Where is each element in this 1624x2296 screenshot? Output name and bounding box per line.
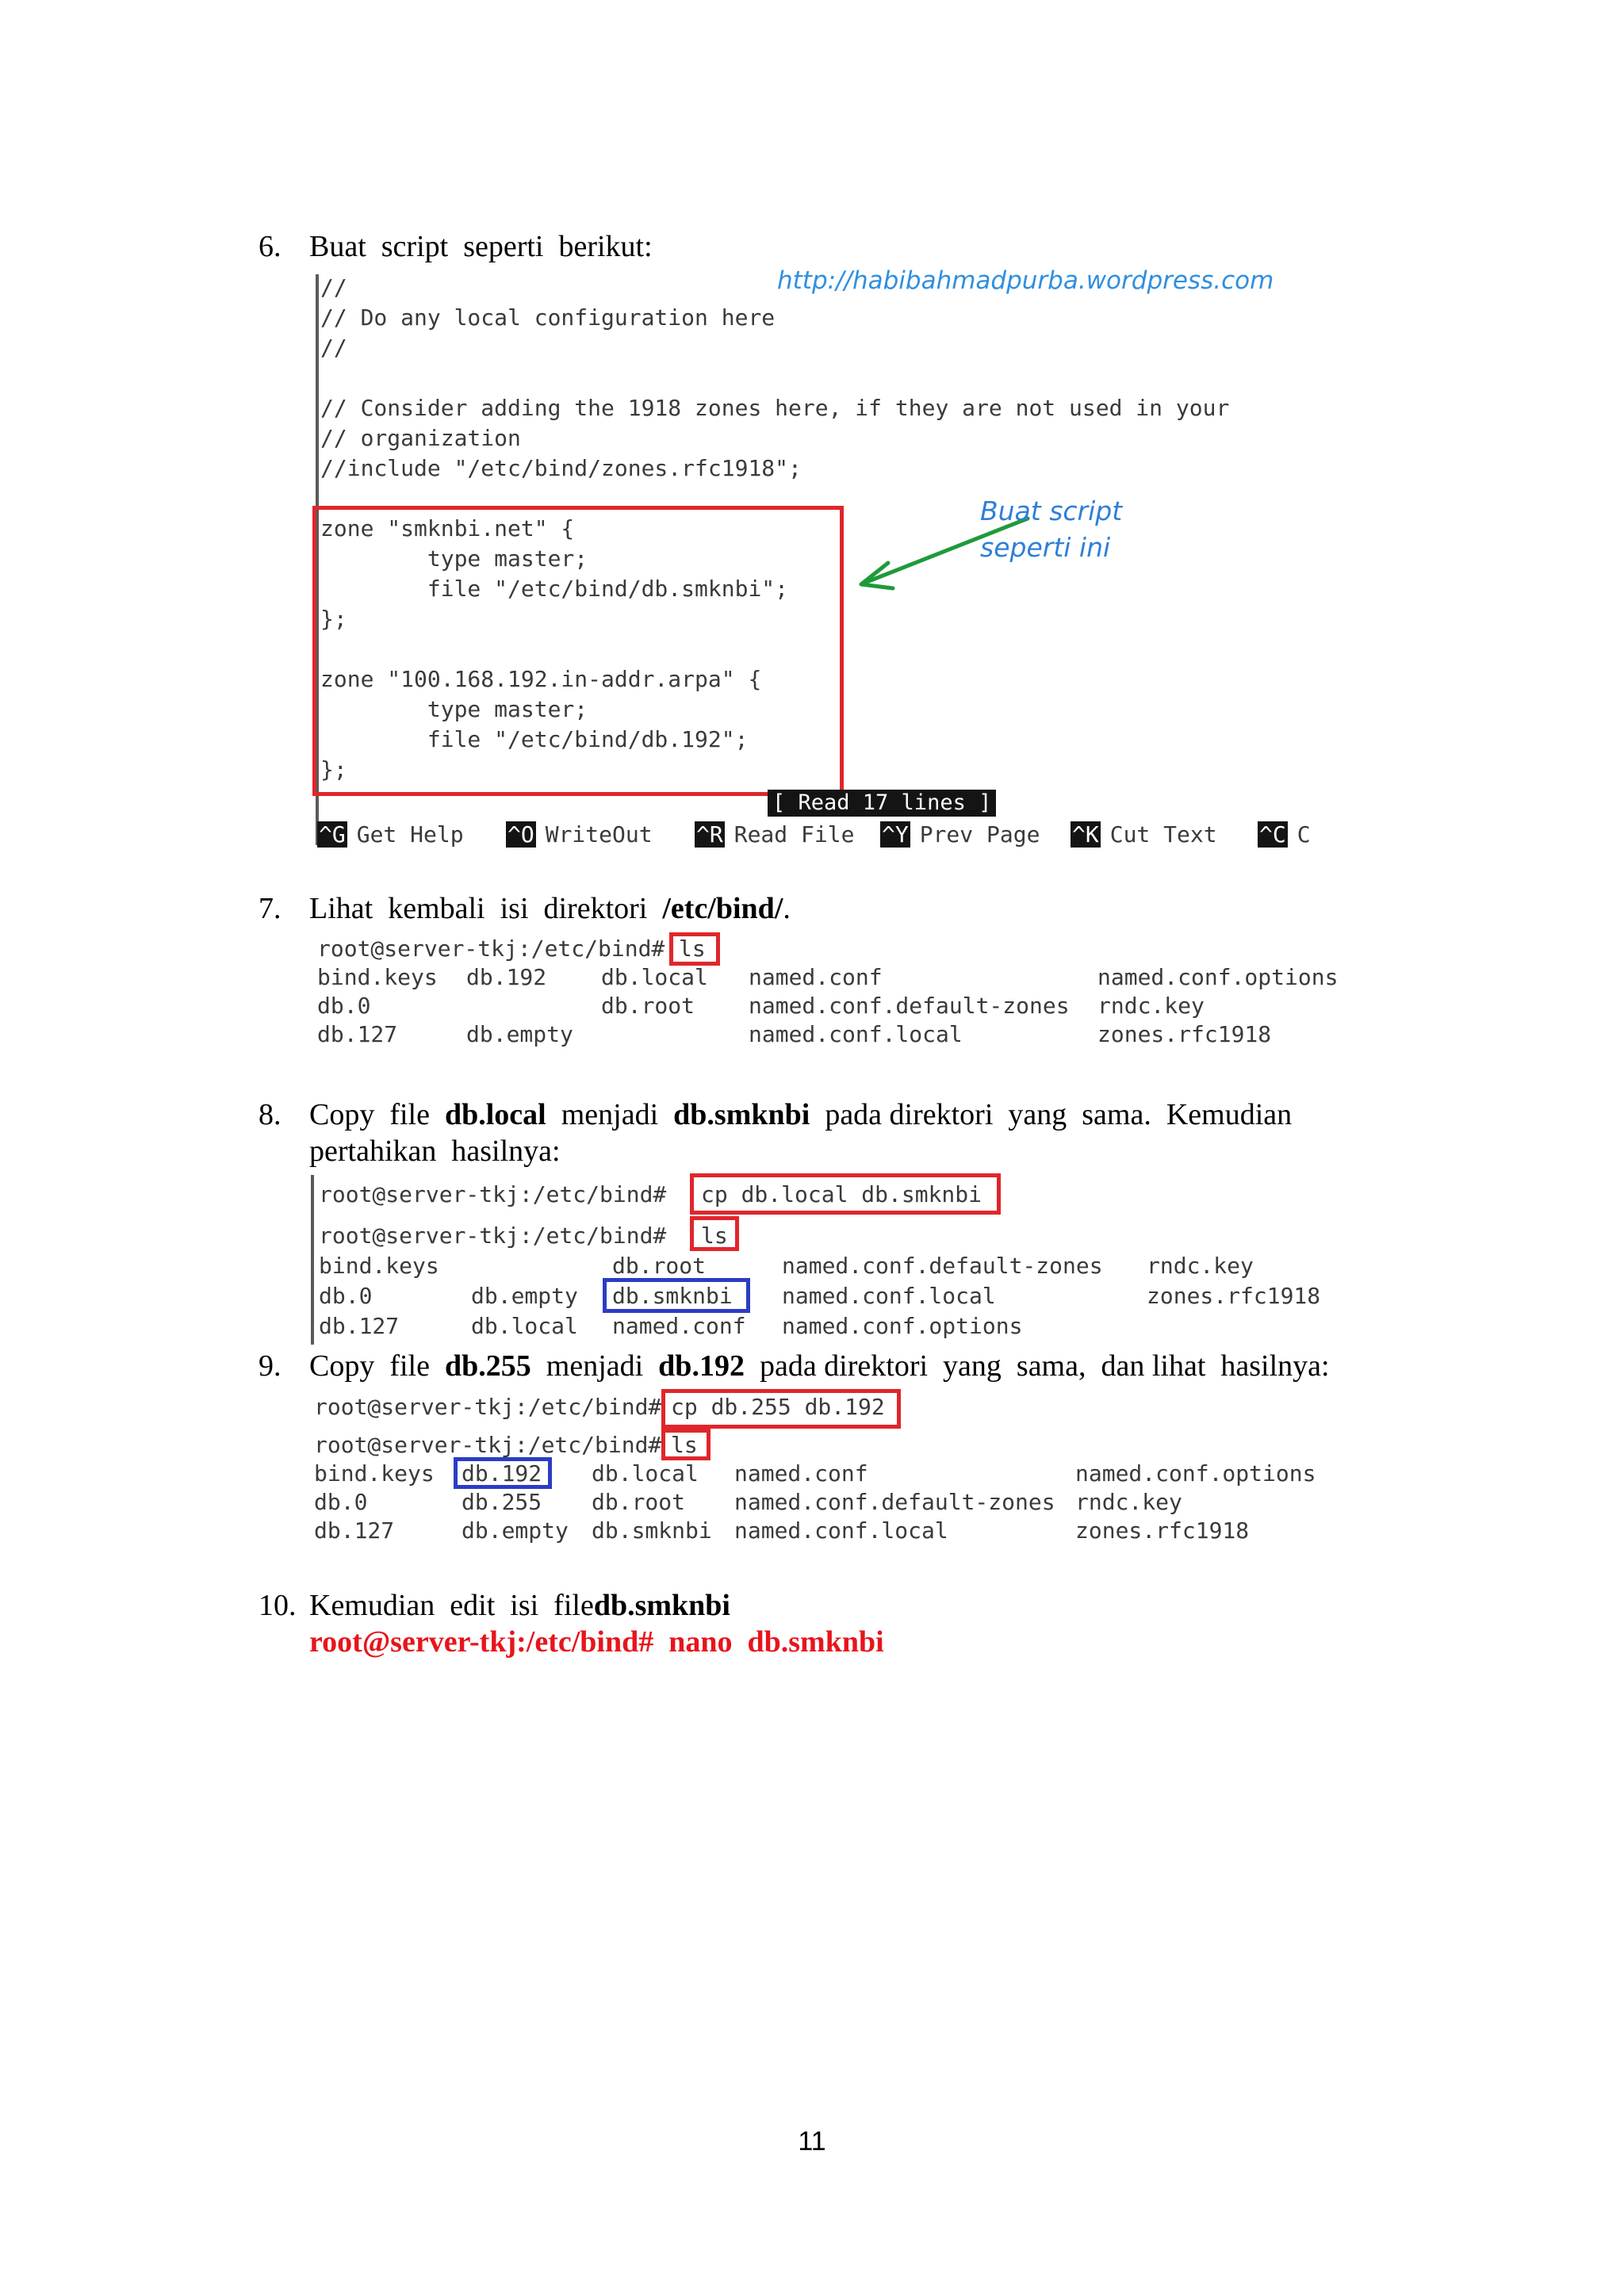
key-badge: ^O [508,821,534,848]
file-entry: db.smknbi [592,1517,712,1544]
file-entry: named.conf.local [734,1517,948,1544]
file-entry: bind.keys [319,1253,439,1279]
file-entry: db.local [592,1460,699,1487]
step-7-text-a: Lihat kembali isi direktori [309,892,663,925]
shortcut-read-file [695,821,854,848]
file-entry: named.conf [749,964,883,990]
shortcut-label: Read File [733,821,855,848]
step-8-text-e: pada direktori yang sama. Kemudian [810,1098,1293,1131]
file-entry: db.0 [314,1489,368,1515]
step-6-text: Buat script seperti berikut: [309,230,653,263]
status-message: [ Read 17 lines ] [768,790,996,817]
file-entry: named.conf.default-zones [782,1253,1103,1279]
command: ls [671,1432,698,1458]
command: ls [701,1223,728,1249]
prompt: root@server-tkj:/etc/bind# [319,1223,667,1249]
file-entry: db.127 [319,1313,400,1339]
key-badge: ^Y [882,821,909,848]
file-entry: db.127 [314,1517,395,1544]
step-7-path: /etc/bind/ [662,892,783,925]
file-entry: bind.keys [314,1460,435,1487]
step-9-text [309,1348,1330,1384]
step-8-text-line-2: pertahikan hasilnya: [309,1135,561,1168]
step-9-text-a: Copy file [309,1349,445,1383]
code-line: }; [320,606,347,632]
code-line: type master; [320,545,588,572]
file-entry: db.local [601,964,708,990]
file-entry: zones.rfc1918 [1147,1283,1321,1309]
code-line: }; [320,756,347,783]
code-line: zone "smknbi.net" { [320,515,575,541]
prompt: root@server-tkj:/etc/bind# [317,936,665,962]
step-8-text-c: menjadi [546,1098,674,1131]
file-entry: named.conf [734,1460,868,1487]
file-entry: db.empty [471,1283,578,1309]
file-entry: rndc.key [1075,1489,1182,1515]
step-9-number: 9. [259,1349,282,1383]
file-entry: zones.rfc1918 [1097,1021,1272,1047]
code-line: // organization [320,425,521,451]
nano-editor-screenshot [308,266,1339,853]
shortcut-c [1258,821,1311,848]
key-badge: ^K [1072,821,1099,848]
step-10-text [309,1587,730,1624]
shortcut-label: Prev Page [919,821,1040,848]
step-9-source-file: db.255 [444,1349,531,1383]
step-8-text [309,1096,1292,1133]
key-badge: ^R [696,821,723,848]
terminal-edge [311,1175,314,1345]
shortcut-label: Get Help [356,821,464,848]
step-8-source-file: db.local [444,1098,546,1131]
step-9-text-e: pada direktori yang sama, dan lihat hasilnya: [744,1349,1330,1383]
file-entry: db.root [612,1253,707,1279]
code-line: zone "100.168.192.in-addr.arpa" { [320,666,762,692]
file-entry: zones.rfc1918 [1075,1517,1250,1544]
code-line: // Do any local configuration here [320,304,776,331]
annotation-line-2: seperti ini [980,532,1111,563]
file-entry: named.conf.local [782,1283,996,1309]
code-line: file "/etc/bind/db.smknbi"; [320,576,789,602]
shortcut-cut-text [1071,821,1217,848]
file-entry: db.root [592,1489,686,1515]
file-entry: named.conf.options [782,1313,1023,1339]
shortcut-get-help [317,821,464,848]
file-entry: named.conf.options [1075,1460,1316,1487]
step-9-text-c: menjadi [530,1349,659,1383]
prompt: root@server-tkj:/etc/bind# [314,1394,662,1420]
prompt: root@server-tkj:/etc/bind# [319,1181,667,1207]
file-entry: bind.keys [317,964,438,990]
code-line: // [320,274,347,300]
shortcut-prev-page [880,821,1040,848]
step-10-command: root@server-tkj:/etc/bind# nano db.smknbi [309,1625,884,1659]
ls-screenshot-1 [311,932,1358,1051]
step-7-number: 7. [259,892,282,925]
code-line: // [320,335,347,361]
shortcut-label: Cut Text [1109,821,1217,848]
page-number: 11 [798,2126,826,2156]
file-entry: db.0 [319,1283,373,1309]
step-8-text-a: Copy file [309,1098,445,1131]
step-10-file: db.smknbi [593,1589,730,1622]
file-entry: named.conf.default-zones [734,1489,1055,1515]
step-10-number: 10. [259,1589,297,1622]
step-9-target-file: db.192 [658,1349,745,1383]
watermark-url: http://habibahmadpurba.wordpress.com [777,266,1274,295]
shortcut-label: C [1297,821,1311,848]
file-entry: db.empty [462,1517,569,1544]
file-entry: db.empty [466,1021,573,1047]
file-entry: db.192 [462,1460,542,1487]
file-entry: db.192 [466,964,547,990]
step-7-period: . [783,892,791,925]
step-8-target-file: db.smknbi [673,1098,810,1131]
file-entry: named.conf.default-zones [749,993,1070,1019]
cp-ls-screenshot-2 [308,1389,1339,1548]
file-entry: db.127 [317,1021,398,1047]
file-entry: db.0 [317,993,371,1019]
code-line: file "/etc/bind/db.192"; [320,726,749,752]
file-entry: named.conf.options [1097,964,1339,990]
file-entry: rndc.key [1147,1253,1254,1279]
shortcut-writeout [506,821,653,848]
step-7-text [309,890,791,927]
step-10-text-a: Kemudian edit isi file [309,1589,594,1622]
shortcut-label: WriteOut [545,821,653,848]
file-entry: db.root [601,993,695,1019]
command: cp db.local db.smknbi [701,1181,982,1207]
cp-ls-screenshot-1 [308,1173,1339,1348]
step-6-number: 6. [259,230,282,263]
code-line: //include "/etc/bind/zones.rfc1918"; [320,455,802,481]
annotation-line-1: Buat script [980,496,1123,526]
file-entry: db.smknbi [612,1283,733,1309]
command: ls [679,936,706,962]
file-entry: named.conf.local [749,1021,963,1047]
file-entry: db.255 [462,1489,542,1515]
file-entry: rndc.key [1097,993,1205,1019]
code-line: type master; [320,696,588,722]
file-entry: db.local [471,1313,578,1339]
file-entry: named.conf [612,1313,746,1339]
key-badge: ^C [1259,821,1286,848]
command: cp db.255 db.192 [671,1394,885,1420]
code-line: // Consider adding the 1918 zones here, if they are not used in your [320,395,1230,421]
step-8-number: 8. [259,1098,282,1131]
prompt: root@server-tkj:/etc/bind# [314,1432,662,1458]
key-badge: ^G [319,821,346,848]
